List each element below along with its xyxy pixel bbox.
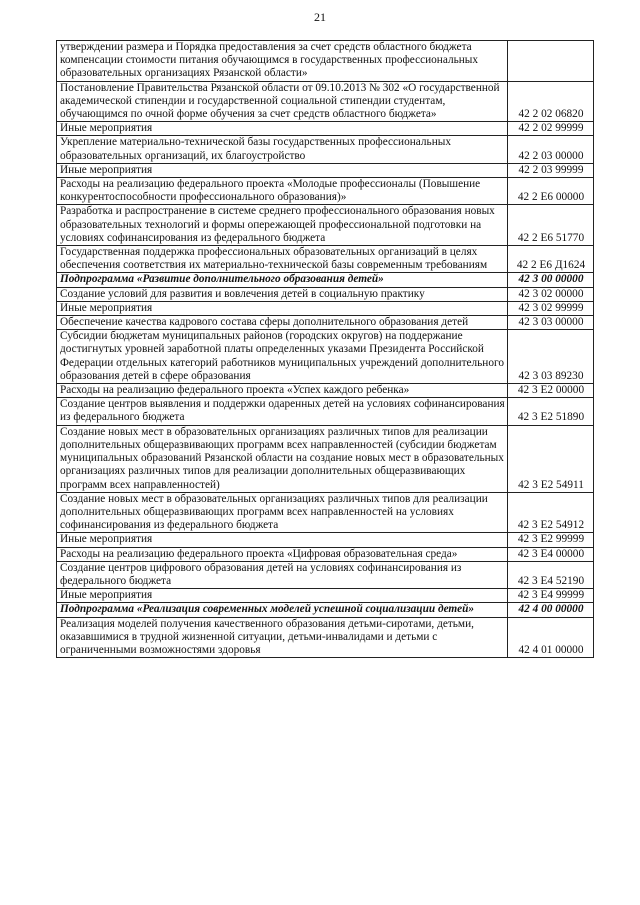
- expense-name-cell: Создание новых мест в образовательных организациях различных типов для реализации дополнительных общеразвивающих программ всех направленностей (субсидии бюджетам муниципальных образований Рязанской области на создание новых мест в образовательных организациях различных типов для реализации дополнительных общеразвивающих программ всех направленностей): [57, 425, 508, 492]
- expense-name-cell: Иные мероприятия: [57, 533, 508, 547]
- budget-code-cell: 42 4 01 00000: [508, 617, 594, 658]
- budget-code-cell: 42 3 02 99999: [508, 301, 594, 315]
- budget-code-cell: 42 2 03 99999: [508, 163, 594, 177]
- table-row: [57, 301, 594, 315]
- budget-code-cell: 42 3 Е2 99999: [508, 533, 594, 547]
- table-row: [57, 287, 594, 301]
- table-row: [57, 492, 594, 533]
- expense-name-cell: Иные мероприятия: [57, 122, 508, 136]
- expense-name-cell: Обеспечение качества кадрового состава сферы дополнительного образования детей: [57, 316, 508, 330]
- budget-code-cell: 42 3 Е4 00000: [508, 547, 594, 561]
- table-row: [57, 330, 594, 384]
- page-number: 21: [314, 10, 326, 24]
- table-row: [57, 589, 594, 603]
- budget-code-cell: 42 3 Е2 51890: [508, 398, 594, 425]
- subprogram-row: [57, 273, 594, 287]
- budget-code-cell: 42 3 03 89230: [508, 330, 594, 384]
- table-row: [57, 246, 594, 273]
- expense-name-cell: Субсидии бюджетам муниципальных районов (городских округов) на поддержание достигнутых уровней заработной платы определенных указами Президента Российской Федерации отдельных категорий работников муниципальных учреждений дополнительного образования детей в сфере образования: [57, 330, 508, 384]
- budget-code-cell: 42 3 Е2 54912: [508, 492, 594, 533]
- table-row: [57, 398, 594, 425]
- table-body: [57, 41, 594, 658]
- table-row: [57, 41, 594, 82]
- table-row: [57, 425, 594, 492]
- expense-name-cell: Расходы на реализацию федерального проекта «Молодые профессионалы (Повышение конкурентоспособности профессионального образования)»: [57, 178, 508, 205]
- table-row: [57, 561, 594, 588]
- budget-code-cell: 42 3 Е2 00000: [508, 384, 594, 398]
- expense-name-cell: Подпрограмма «Реализация современных моделей успешной социализации детей»: [57, 603, 508, 617]
- expense-name-cell: Иные мероприятия: [57, 163, 508, 177]
- expense-name-cell: Постановление Правительства Рязанской области от 09.10.2013 № 302 «О государственной академической стипендии и государственной социальной стипендии студентам, обучающимся по очной форме обучения за счет средств областного бюджета»: [57, 81, 508, 122]
- expense-name-cell: Создание центров цифрового образования детей на условиях софинансирования из федерального бюджета: [57, 561, 508, 588]
- budget-code-cell: 42 2 02 06820: [508, 81, 594, 122]
- budget-code-cell: 42 2 02 99999: [508, 122, 594, 136]
- table-row: [57, 163, 594, 177]
- table-row: [57, 81, 594, 122]
- budget-code-cell: 42 3 Е4 99999: [508, 589, 594, 603]
- table-row: [57, 533, 594, 547]
- budget-code-cell: 42 3 00 00000: [508, 273, 594, 287]
- table-row: [57, 136, 594, 163]
- expense-name-cell: Создание условий для развития и вовлечения детей в социальную практику: [57, 287, 508, 301]
- expense-name-cell: Создание центров выявления и поддержки одаренных детей на условиях софинансирования из федерального бюджета: [57, 398, 508, 425]
- expense-name-cell: Иные мероприятия: [57, 589, 508, 603]
- table-row: [57, 617, 594, 658]
- expense-name-cell: Создание новых мест в образовательных организациях различных типов для реализации дополнительных общеразвивающих программ всех направленностей на условиях софинансирования из федерального бюджета: [57, 492, 508, 533]
- budget-code-cell: 42 3 Е2 54911: [508, 425, 594, 492]
- budget-code-cell: 42 3 02 00000: [508, 287, 594, 301]
- budget-code-cell: 42 4 00 00000: [508, 603, 594, 617]
- subprogram-row: [57, 603, 594, 617]
- budget-code-cell: 42 2 Е6 00000: [508, 178, 594, 205]
- expense-name-cell: Реализация моделей получения качественного образования детьми-сиротами, детьми, оказавшимися в трудной жизненной ситуации, детьми-инвалидами и детьми с ограниченными возможностями здоровья: [57, 617, 508, 658]
- expense-name-cell: утверждении размера и Порядка предоставления за счет средств областного бюджета компенсации стоимости питания обучающимся в государственных профессиональных образовательных организациях Рязанской области»: [57, 41, 508, 82]
- expense-name-cell: Иные мероприятия: [57, 301, 508, 315]
- budget-code-cell: [508, 41, 594, 82]
- expense-name-cell: Укрепление материально-технической базы государственных профессиональных образовательных организаций, их благоустройство: [57, 136, 508, 163]
- budget-code-cell: 42 2 Е6 Д1624: [508, 246, 594, 273]
- expense-name-cell: Государственная поддержка профессиональных образовательных организаций в целях обеспечения соответствия их материально-технической базы современным требованиям: [57, 246, 508, 273]
- budget-code-cell: 42 2 03 00000: [508, 136, 594, 163]
- budget-classification-table: [56, 40, 594, 658]
- expense-name-cell: Расходы на реализацию федерального проекта «Успех каждого ребенка»: [57, 384, 508, 398]
- expense-name-cell: Расходы на реализацию федерального проекта «Цифровая образовательная среда»: [57, 547, 508, 561]
- table-row: [57, 178, 594, 205]
- budget-code-cell: 42 2 Е6 51770: [508, 205, 594, 246]
- budget-code-cell: 42 3 03 00000: [508, 316, 594, 330]
- table-row: [57, 384, 594, 398]
- table-row: [57, 547, 594, 561]
- table-row: [57, 316, 594, 330]
- table-row: [57, 122, 594, 136]
- expense-name-cell: Подпрограмма «Развитие дополнительного образования детей»: [57, 273, 508, 287]
- budget-code-cell: 42 3 Е4 52190: [508, 561, 594, 588]
- expense-name-cell: Разработка и распространение в системе среднего профессионального образования новых образовательных технологий и формы опережающей профессиональной подготовки на условиях софинансирования из федерального бюджета: [57, 205, 508, 246]
- table-row: [57, 205, 594, 246]
